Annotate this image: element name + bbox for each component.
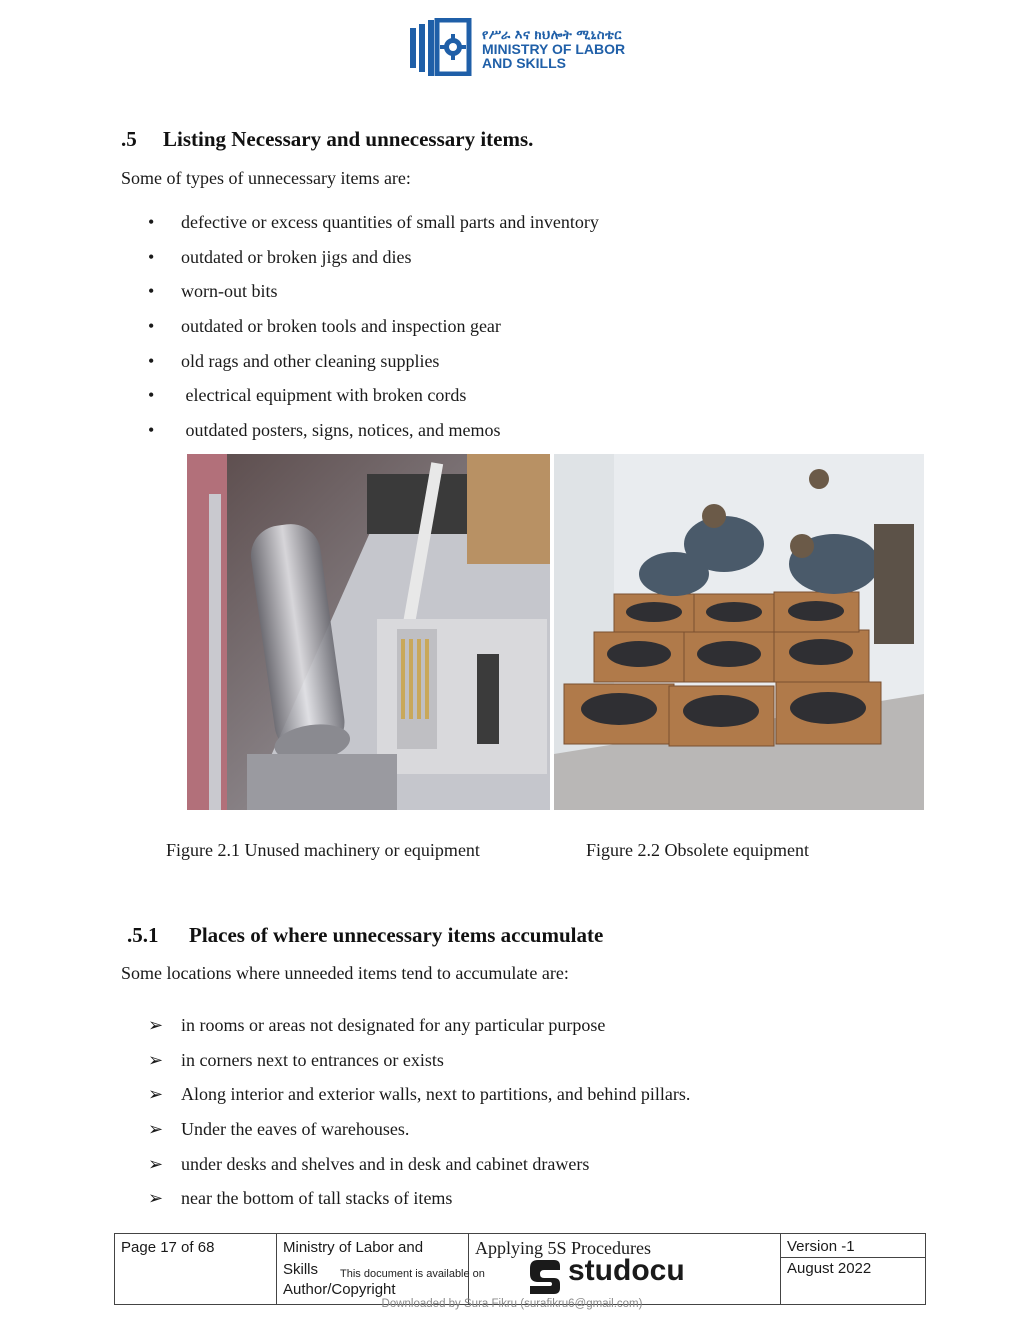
studocu-brand-text: studocu	[568, 1254, 685, 1287]
bullet-icon: •	[148, 350, 155, 371]
section-intro: Some of types of unnecessary items are:	[121, 168, 411, 188]
section-heading	[121, 127, 533, 152]
list-item: ➢ Under the eaves of warehouses.	[148, 1119, 410, 1140]
list-item: • electrical equipment with broken cords	[148, 385, 467, 406]
bullet-icon: •	[148, 385, 155, 406]
ministry-name	[482, 28, 625, 71]
list-item: ➢ near the bottom of tall stacks of items	[148, 1188, 453, 1209]
arrow-bullet-icon: ➢	[148, 1153, 164, 1174]
list-item: ➢ Along interior and exterior walls, next to partitions, and behind pillars.	[148, 1084, 691, 1105]
section-number: .5	[121, 127, 137, 151]
list-item: • outdated or broken jigs and dies	[148, 246, 412, 267]
bullet-icon: •	[148, 281, 155, 302]
ministry-name-line1: MINISTRY OF LABOR	[482, 40, 626, 57]
subsection-number: .5.1	[127, 923, 159, 947]
bullet-icon: •	[148, 246, 155, 267]
list-item: • old rags and other cleaning supplies	[148, 350, 440, 371]
list-item: • outdated or broken tools and inspection gear	[148, 316, 501, 337]
arrow-bullet-icon: ➢	[148, 1084, 164, 1105]
list-item: ➢ under desks and shelves and in desk and cabinet drawers	[148, 1153, 590, 1174]
list-item: • worn-out bits	[148, 281, 278, 302]
unnecessary-items-list	[148, 212, 599, 455]
arrow-bullet-icon: ➢	[148, 1015, 164, 1035]
list-item: • outdated posters, signs, notices, and memos	[148, 420, 501, 441]
arrow-bullet-icon: ➢	[148, 1119, 164, 1140]
page-number: Page 17 of 68	[121, 1239, 215, 1256]
figure-photos	[187, 454, 924, 810]
footer-page-cell	[115, 1234, 277, 1304]
list-item: ➢ in corners next to entrances or exists	[148, 1049, 444, 1070]
figure-obsolete-equipment-photo	[554, 454, 924, 810]
bullet-icon: •	[148, 420, 155, 441]
ministry-logo	[408, 18, 648, 78]
version-label: Version -1	[781, 1234, 925, 1258]
figure-caption-2: Figure 2.2 Obsolete equipment	[586, 840, 809, 860]
bullet-icon: •	[148, 212, 155, 232]
download-note: Downloaded by Sura Fikru (surafikru6@gmail.com)	[381, 1298, 643, 1310]
document-title: Applying 5S Procedures	[475, 1238, 651, 1258]
list-item: ➢ in rooms or areas not designated for any particular purpose	[148, 1015, 606, 1035]
figure-unused-machinery-photo	[187, 454, 550, 810]
subsection-intro: Some locations where unneeded items tend to accumulate are:	[121, 963, 569, 983]
subsection-title: Places of where unnecessary items accumulate	[189, 923, 604, 947]
subsection-heading	[127, 923, 603, 948]
author-line-1: Ministry of Labor and	[283, 1239, 424, 1256]
author-line-3: Author/Copyright	[283, 1281, 396, 1298]
figure-caption-1: Figure 2.1 Unused machinery or equipment	[166, 840, 480, 860]
list-item: • defective or excess quantities of small parts and inventory	[148, 212, 599, 232]
studocu-logo	[524, 1256, 694, 1296]
ministry-name-line2: AND SKILLS	[482, 55, 566, 72]
studocu-s-icon	[524, 1256, 564, 1296]
bullet-icon: •	[148, 316, 155, 337]
footer-version-cell	[781, 1234, 925, 1304]
arrow-bullet-icon: ➢	[148, 1049, 164, 1070]
accumulation-places-list	[148, 1015, 690, 1223]
section-title: Listing Necessary and unnecessary items.	[163, 127, 534, 151]
arrow-bullet-icon: ➢	[148, 1188, 164, 1209]
studocu-availability-note: This document is available on	[340, 1268, 485, 1280]
ministry-name-amharic: የሥራ እና ክህሎት ሚኒስቴር	[482, 27, 622, 42]
footer-table	[114, 1233, 926, 1305]
author-line-2: Skills	[283, 1261, 319, 1278]
ministry-emblem-icon	[408, 18, 472, 76]
version-date: August 2022	[787, 1260, 872, 1277]
